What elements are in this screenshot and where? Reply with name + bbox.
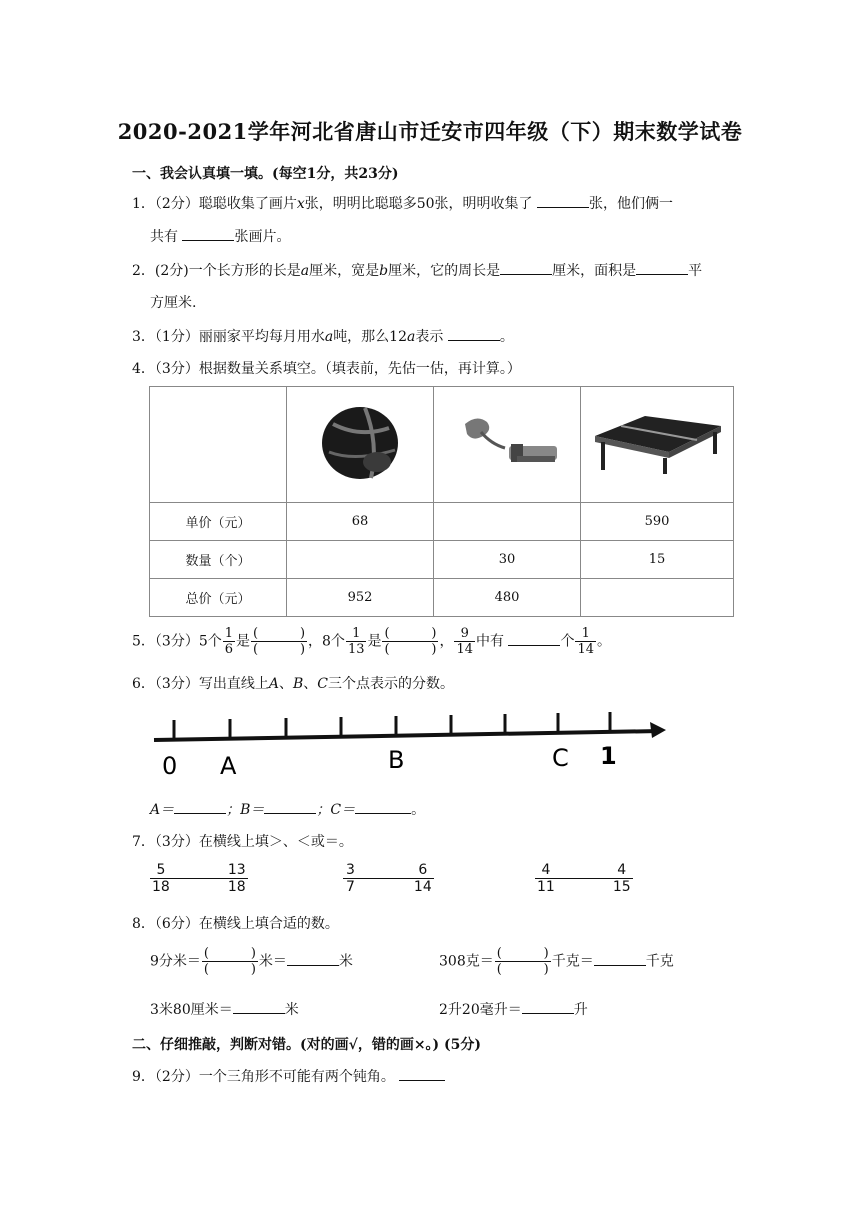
table-cell[interactable] (434, 503, 581, 541)
table-tennis-table-image (581, 387, 734, 503)
compare-pair-1: 5 18 13 18 (152, 862, 246, 895)
answer-blank[interactable] (537, 193, 589, 208)
table-cell: 480 (434, 579, 581, 617)
table-cell: 30 (434, 541, 581, 579)
point-b-label: B (388, 746, 405, 774)
answer-blank[interactable] (182, 226, 234, 241)
fraction-blank[interactable]: ( ) ( ) (203, 946, 256, 977)
answer-blank[interactable] (508, 631, 560, 646)
answer-a-blank[interactable] (174, 799, 226, 814)
row-label: 数量（个） (150, 541, 287, 579)
answer-c-blank[interactable] (355, 799, 411, 814)
table-cell: 68 (287, 503, 434, 541)
section-1-heading: 一、我会认真填一填。(每空1分，共23分) (132, 166, 399, 182)
conversion-1: 9分米＝ ( ) ( ) 米＝ 米 (150, 946, 353, 977)
question-5: 5．（3分）5个 $\frac{1}{6}$ 是 ( ) ( ) ，8个 $\frac{1}{13}$ 是 ( ) ( ) ， $\frac{9}{14}$ 中有 个 $\frac{1}{14}$ 。 (132, 626, 612, 657)
row-label: 总价（元） (150, 579, 287, 617)
fraction: $\frac{1}{6}$ (224, 626, 234, 657)
conversion-4: 2升20毫升＝ 升 (439, 999, 588, 1019)
ball-image (287, 387, 434, 503)
row-label: 单价（元） (150, 503, 287, 541)
page-title: 2020-2021学年河北省唐山市迁安市四年级（下）期末数学试卷 (117, 119, 743, 144)
pingpong-table-icon (587, 408, 727, 478)
answer-blank[interactable] (287, 951, 339, 966)
table-cell: 15 (581, 541, 734, 579)
conversion-2: 308克＝ ( ) ( ) 千克＝ 千克 (439, 946, 674, 977)
number-line (148, 706, 674, 782)
question-8: 8．（6分）在横线上填合适的数。 (132, 916, 339, 932)
question-9: 9．（2分）一个三角形不可能有两个钝角。 (132, 1066, 445, 1086)
question-2: 2．(2分)一个长方形的长是a厘米，宽是b厘米，它的周长是 厘米，面积是 平 (132, 260, 702, 280)
pingpong-paddle-image (434, 387, 581, 503)
point-c-label: C (552, 744, 569, 772)
question-6: 6．（3分）写出直线上A、B、C三个点表示的分数。 (132, 676, 454, 692)
fraction-blank[interactable]: ( ) ( ) (384, 626, 437, 657)
compare-blank[interactable] (557, 878, 611, 879)
question-2-cont: 方厘米. (150, 295, 197, 311)
label-zero: 0 (162, 752, 178, 780)
answer-blank[interactable] (522, 999, 574, 1014)
price-table (149, 386, 734, 617)
fraction: $\frac{1}{14}$ (577, 626, 595, 657)
question-1: 1．（2分）聪聪收集了画片x张，明明比聪聪多50张，明明收集了 张，他们俩一 (132, 193, 673, 213)
paddle-icon (447, 408, 567, 478)
answer-blank[interactable] (636, 260, 688, 275)
compare-pair-3: 4 11 4 15 (537, 862, 631, 895)
label-one: 1 (600, 742, 617, 770)
question-3: 3．（1分）丽丽家平均每月用水a吨，那么12a表示 。 (132, 326, 514, 346)
compare-blank[interactable] (172, 878, 226, 879)
answer-blank[interactable] (233, 999, 285, 1014)
conversion-3: 3米80厘米＝ 米 (150, 999, 299, 1019)
question-6-answers: A＝ ；B＝ ；C＝ 。 (150, 799, 425, 819)
fraction-blank[interactable]: ( ) ( ) (253, 626, 306, 657)
point-a-label: A (220, 752, 237, 780)
answer-blank[interactable] (594, 951, 646, 966)
table-cell: 952 (287, 579, 434, 617)
compare-blank[interactable] (358, 878, 412, 879)
fraction: $\frac{1}{13}$ (347, 626, 365, 657)
answer-blank[interactable] (399, 1066, 445, 1081)
compare-pair-2: 3 7 6 14 (343, 862, 434, 895)
table-cell[interactable] (287, 541, 434, 579)
question-7: 7．（3分）在横线上填＞、＜或＝。 (132, 834, 353, 850)
answer-blank[interactable] (500, 260, 552, 275)
basketball-icon (315, 400, 405, 486)
answer-blank[interactable] (448, 326, 500, 341)
question-4: 4．（3分）根据数量关系填空。（填表前，先估一估，再计算。） (132, 361, 521, 377)
table-cell[interactable] (581, 579, 734, 617)
fraction-blank[interactable]: ( ) ( ) (496, 946, 549, 977)
question-1-cont: 共有 张画片。 (150, 226, 290, 246)
table-corner (150, 387, 287, 503)
table-cell: 590 (581, 503, 734, 541)
answer-b-blank[interactable] (264, 799, 316, 814)
fraction: $\frac{9}{14}$ (456, 626, 474, 657)
section-2-heading: 二、仔细推敲，判断对错。(对的画√，错的画×。) (5分) (132, 1037, 482, 1053)
